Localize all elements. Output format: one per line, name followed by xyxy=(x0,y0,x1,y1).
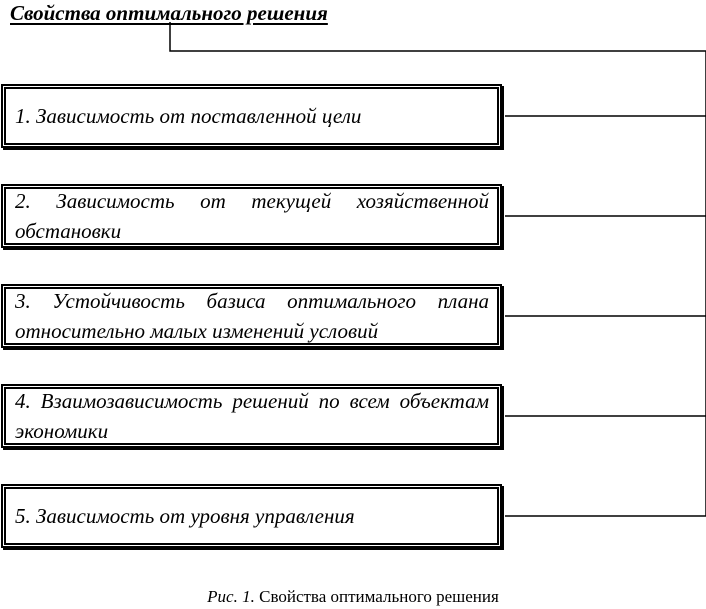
property-box-label: 2. Зависимость от текущей хозяйственной обстановки xyxy=(15,189,489,243)
property-box-3 xyxy=(1,284,502,348)
property-box-5 xyxy=(1,484,502,548)
property-box-label: 1. Зависимость от поставленной цели xyxy=(15,104,362,128)
property-box-label: 5. Зависимость от уровня управления xyxy=(15,504,355,528)
property-box-2 xyxy=(1,184,502,248)
caption-label: Рис. 1. xyxy=(207,587,255,606)
caption-text: Свойства оптимального решения xyxy=(259,587,499,606)
property-box-1 xyxy=(1,84,502,148)
property-box-label: 3. Устойчивость базиса оптимального плана относительно малых изменений условий xyxy=(15,289,489,343)
property-box-4 xyxy=(1,384,502,448)
diagram-title: Свойства оптимального решения xyxy=(10,1,328,25)
figure-caption xyxy=(0,587,706,607)
property-box-label: 4. Взаимозависимость решений по всем объектам экономики xyxy=(15,389,489,443)
title-connector xyxy=(170,22,706,51)
